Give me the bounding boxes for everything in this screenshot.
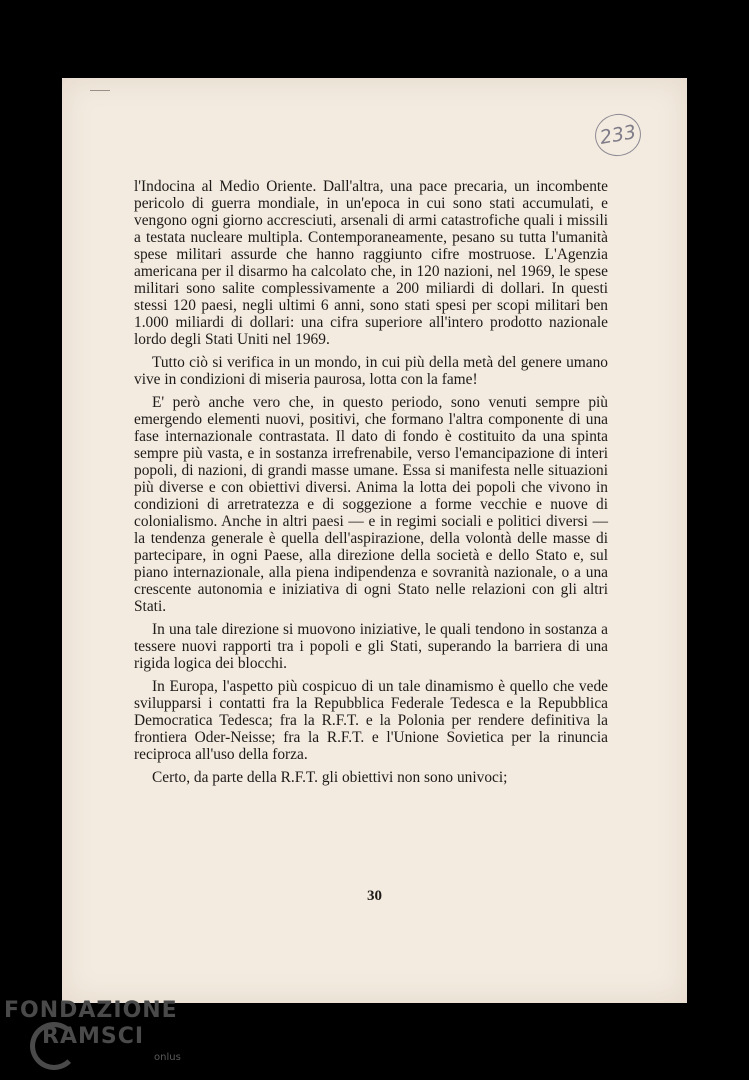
watermark-logo (4, 998, 194, 1078)
document-page (62, 78, 687, 1003)
archive-stamp: 233 (592, 110, 645, 159)
paragraph: In Europa, l'aspetto più cospicuo di un tale dinamismo è quello che vede svilupparsi i contatti fra la Repubblica Federale Tedesca e la Repubblica Democratica Tedesca; fra la R.F.T. e la Polonia per rendere definitiva la frontiera Oder-Neisse; fra la R.F.T. e l'Unione Sovietica per la rinuncia reciproca all'uso della forza. (134, 678, 608, 763)
logo-text-line3: onlus (154, 1052, 181, 1063)
margin-mark (90, 90, 110, 91)
paragraph: Certo, da parte della R.F.T. gli obiettivi non sono univoci; (152, 769, 508, 786)
paragraph: In una tale direzione si muovono iniziative, le quali tendono in sostanza a tessere nuovi rapporti tra i popoli e gli Stati, superando la barriera di una rigida logica dei blocchi. (134, 621, 608, 672)
paragraph: l'Indocina al Medio Oriente. Dall'altra, una pace precaria, un incombente pericolo di guerra mondiale, in un'epoca in cui sono stati accumulati, e vengono ogni giorno accresciuti, arsenali di armi catastrofiche quali i missili a testata nucleare multipla. Contemporaneamente, pesano su tutta l'umanità spese militari assurde che hanno raggiunto cifre mostruose. L'Agenzia americana per il disarmo ha calcolato che, in 120 nazioni, nel 1969, le spese militari sono salite complessivamente a 200 miliardi di dollari. In questi stessi 120 paesi, negli ultimi 6 anni, sono stati spesi per scopi militari ben 1.000 miliardi di dollari: una cifra superiore all'intero prodotto nazionale lordo degli Stati Uniti nel 1969. (134, 178, 608, 348)
body-text (134, 178, 608, 792)
page-number: 30 (367, 888, 382, 904)
paragraph: E' però anche vero che, in questo periodo, sono venuti sempre più emergendo elementi nuovi, positivi, che formano l'altra componente di una fase internazionale contrastata. Il dato di fondo è costituito da una spinta sempre più vasta, e in sostanza irrefrenabile, verso l'emancipazione di interi popoli, di nazioni, di grandi masse umane. Essa si manifesta nelle situazioni più diverse e con obiettivi diversi. Anima la lotta dei popoli che vivono in condizioni di arretratezza e di soggezione a forme vecchie e nuove di colonialismo. Anche in altri paesi — e in regimi sociali e politici diversi — la tendenza generale è quella dell'aspirazione, della volontà delle masse di partecipare, in ogni Paese, alla direzione della società e dello Stato e, sul piano internazionale, alla piena indipendenza e sovranità nazionale, o a una crescente autonomia e iniziativa di ogni Stato nelle relazioni con gli altri Stati. (134, 394, 608, 615)
paragraph: Tutto ciò si verifica in un mondo, in cui più della metà del genere umano vive in condizioni di miseria paurosa, lotta con la fame! (134, 354, 608, 388)
logo-g-icon (30, 1022, 78, 1070)
logo-text-line1: FONDAZIONE (4, 998, 178, 1023)
logo-text-line2: RAMSCI (42, 1024, 145, 1049)
